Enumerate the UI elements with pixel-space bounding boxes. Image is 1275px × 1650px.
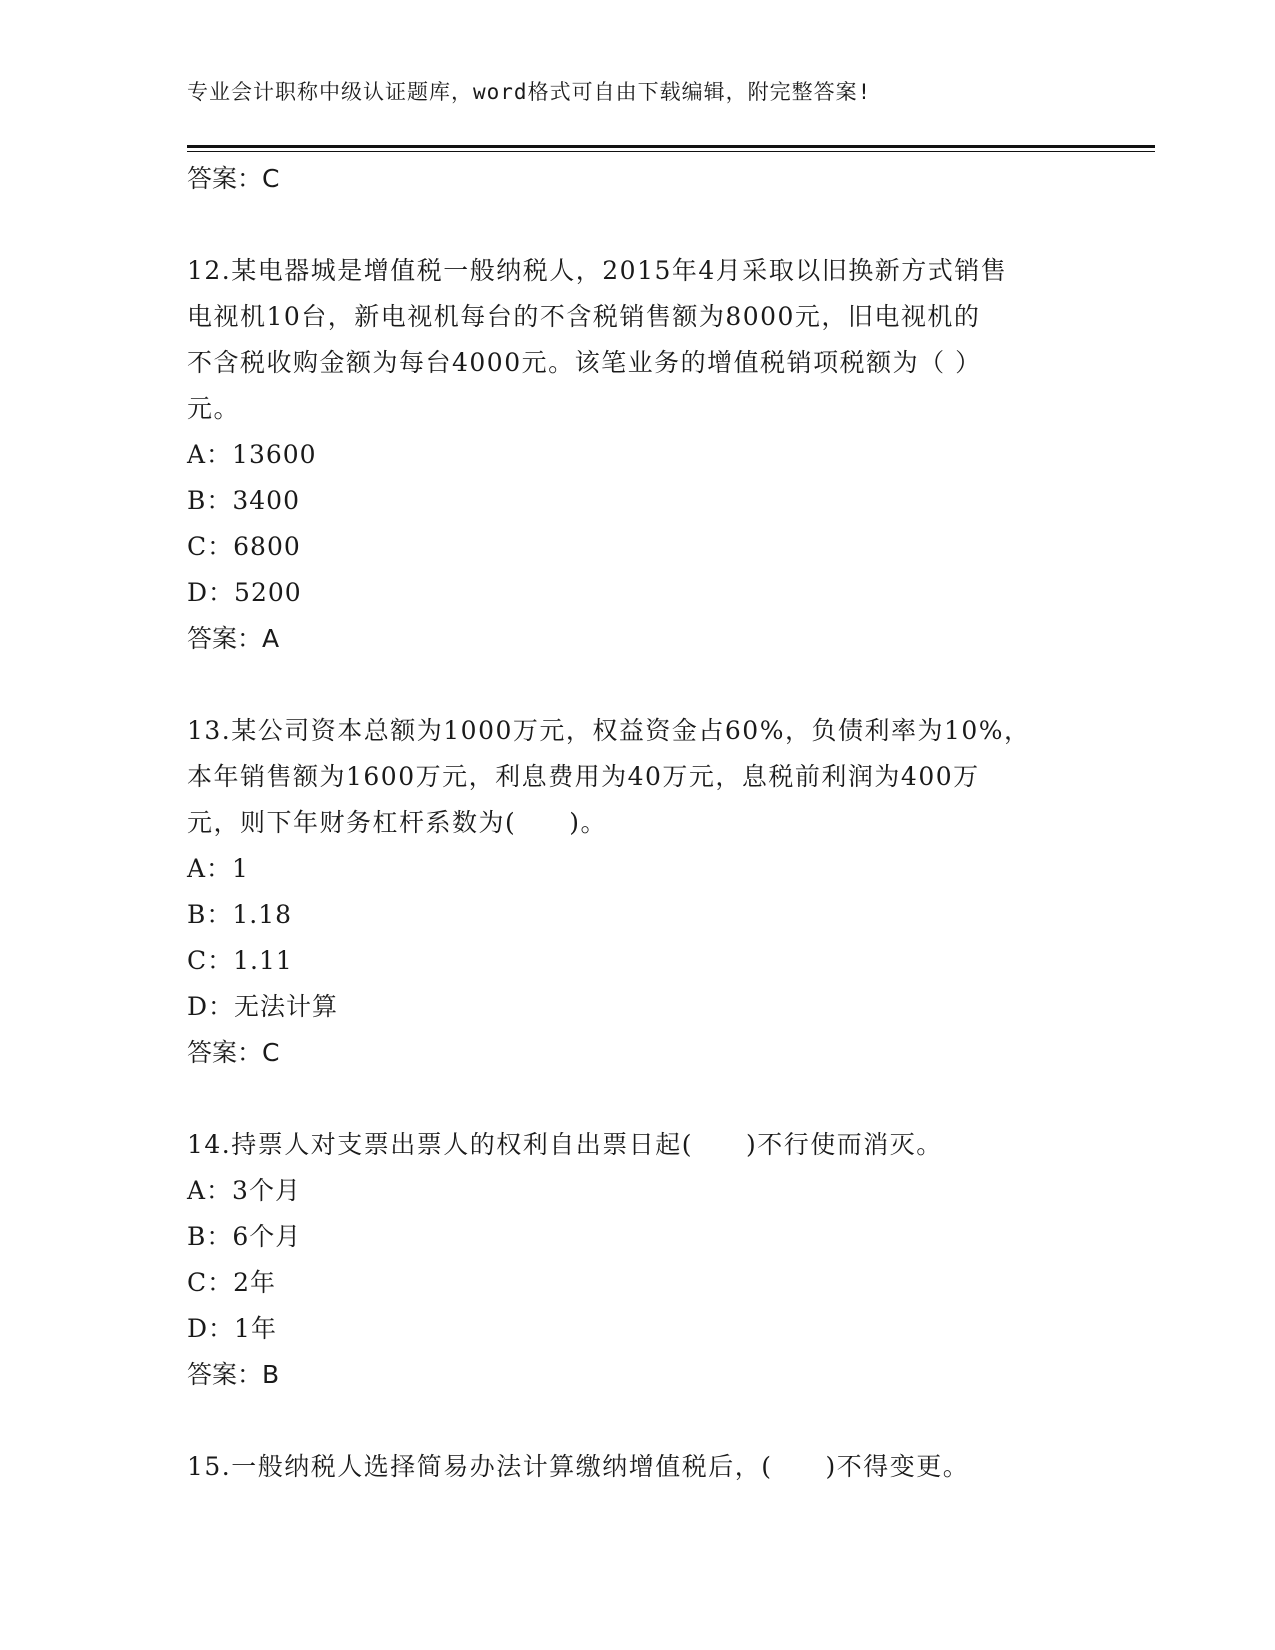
- question-stem: 不含税收购金额为每台4000元。该笔业务的增值税销项税额为（ ）: [187, 348, 982, 377]
- answer-line: 答案：C: [187, 1038, 280, 1067]
- header-rule-thin: [187, 151, 1155, 152]
- answer-line: 答案：C: [187, 164, 280, 193]
- option-d: D：1年: [187, 1314, 277, 1343]
- option-b: B：3400: [187, 486, 300, 515]
- question-list: [187, 156, 1087, 1490]
- option-a: A：3个月: [187, 1176, 301, 1205]
- option-d: D：5200: [187, 578, 302, 607]
- header-rule: [187, 145, 1155, 148]
- question-stem: 15.一般纳税人选择简易办法计算缴纳增值税后，( )不得变更。: [187, 1452, 970, 1481]
- question-stem: 14.持票人对支票出票人的权利自出票日起( )不行使而消灭。: [187, 1130, 943, 1159]
- option-a: A：1: [187, 854, 249, 883]
- question-stem: 13.某公司资本总额为1000万元，权益资金占60%，负债利率为10%，: [187, 716, 1031, 745]
- option-d: D：无法计算: [187, 992, 339, 1021]
- option-c: C：1.11: [187, 946, 293, 975]
- question-stem: 12.某电器城是增值税一般纳税人，2015年4月采取以旧换新方式销售: [187, 256, 1008, 285]
- page-header: 专业会计职称中级认证题库，word格式可自由下载编辑，附完整答案!: [187, 80, 872, 104]
- answer-line: 答案：A: [187, 624, 280, 653]
- question-stem: 元。: [187, 394, 241, 423]
- question-14: [187, 1122, 1087, 1398]
- question-13: [187, 708, 1087, 1076]
- answer-line: 答案：B: [187, 1360, 280, 1389]
- question-12: [187, 248, 1087, 662]
- question-stem: 本年销售额为1600万元，利息费用为40万元，息税前利润为400万: [187, 762, 980, 791]
- option-a: A：13600: [187, 440, 317, 469]
- option-b: B：1.18: [187, 900, 293, 929]
- question-stem: 电视机10台，新电视机每台的不含税销售额为8000元，旧电视机的: [187, 302, 981, 331]
- option-c: C：6800: [187, 532, 301, 561]
- question-stem: 元，则下年财务杠杆系数为( )。: [187, 808, 608, 837]
- question-15: [187, 1444, 1087, 1490]
- option-c: C：2年: [187, 1268, 277, 1297]
- option-b: B：6个月: [187, 1222, 302, 1251]
